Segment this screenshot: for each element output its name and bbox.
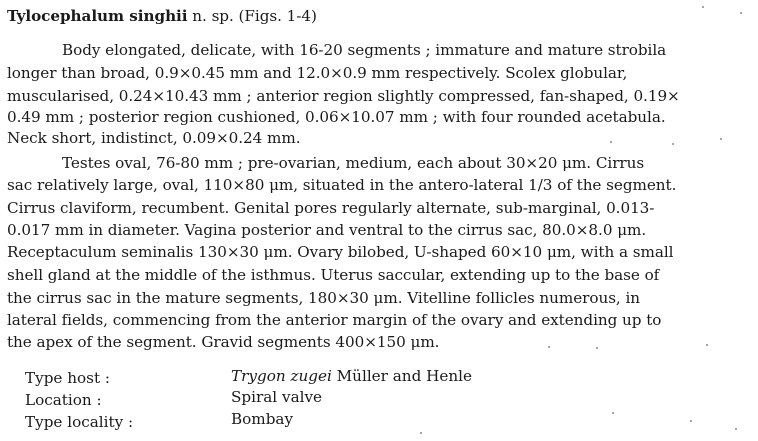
scan-speck xyxy=(610,141,612,143)
paragraph-line: 0.017 mm in diameter. Vagina posterior and ventral to the cirrus sac, 80.0×8.0 μm. xyxy=(7,221,647,239)
scan-speck xyxy=(548,346,550,348)
species-heading xyxy=(7,7,317,25)
paragraph-line: Cirrus claviform, recumbent. Genital pores regularly alternate, sub-marginal, 0.013- xyxy=(7,199,655,217)
species-name: Tylocephalum singhii xyxy=(7,7,188,25)
type-host-genus: Trygon zugei xyxy=(231,367,332,385)
paragraph-line: 0.49 mm ; posterior region cushioned, 0.06×10.07 mm ; with four rounded acetabula. xyxy=(7,108,666,126)
species-heading-rest: n. sp. (Figs. 1-4) xyxy=(187,7,317,25)
scan-speck xyxy=(612,412,614,414)
scan-speck xyxy=(420,432,422,434)
scan-speck xyxy=(735,428,737,430)
paragraph-line: Body elongated, delicate, with 16-20 segments ; immature and mature strobila xyxy=(62,41,667,59)
paragraph-line: lateral fields, commencing from the anterior margin of the ovary and extending up to xyxy=(7,311,662,329)
type-host-authority: Müller and Henle xyxy=(331,367,472,385)
type-locality-value: Bombay xyxy=(231,410,294,428)
paragraph-line: Neck short, indistinct, 0.09×0.24 mm. xyxy=(7,129,301,147)
paragraph-line: shell gland at the middle of the isthmus. Uterus saccular, extending up to the base of xyxy=(7,266,660,284)
type-locality-label: Type locality : xyxy=(25,413,134,431)
paragraph-line: Receptaculum seminalis 130×30 μm. Ovary bilobed, U-shaped 60×10 μm, with a small xyxy=(7,243,674,261)
location-label: Location : xyxy=(25,391,102,409)
type-host-value xyxy=(231,367,472,385)
paragraph-line: sac relatively large, oval, 110×80 μm, situated in the antero-lateral 1/3 of the segment. xyxy=(7,176,677,194)
paragraph-line: the apex of the segment. Gravid segments 400×150 μm. xyxy=(7,333,440,351)
scan-speck xyxy=(672,143,674,145)
paragraph-line: muscularised, 0.24×10.43 mm ; anterior region slightly compressed, fan-shaped, 0.19× xyxy=(7,87,680,105)
scan-speck xyxy=(740,12,742,14)
scan-speck xyxy=(702,6,704,8)
scan-speck xyxy=(706,344,708,346)
type-host-label: Type host : xyxy=(25,369,111,387)
paragraph-line: Testes oval, 76-80 mm ; pre-ovarian, medium, each about 30×20 μm. Cirrus xyxy=(62,154,645,172)
location-value: Spiral valve xyxy=(231,388,323,406)
scan-speck xyxy=(720,138,722,140)
scan-speck xyxy=(596,347,598,349)
paragraph-line: the cirrus sac in the mature segments, 180×30 μm. Vitelline follicles numerous, in xyxy=(7,289,641,307)
paragraph-line: longer than broad, 0.9×0.45 mm and 12.0×0.9 mm respectively. Scolex globular, xyxy=(7,64,628,82)
scan-speck xyxy=(690,420,692,422)
